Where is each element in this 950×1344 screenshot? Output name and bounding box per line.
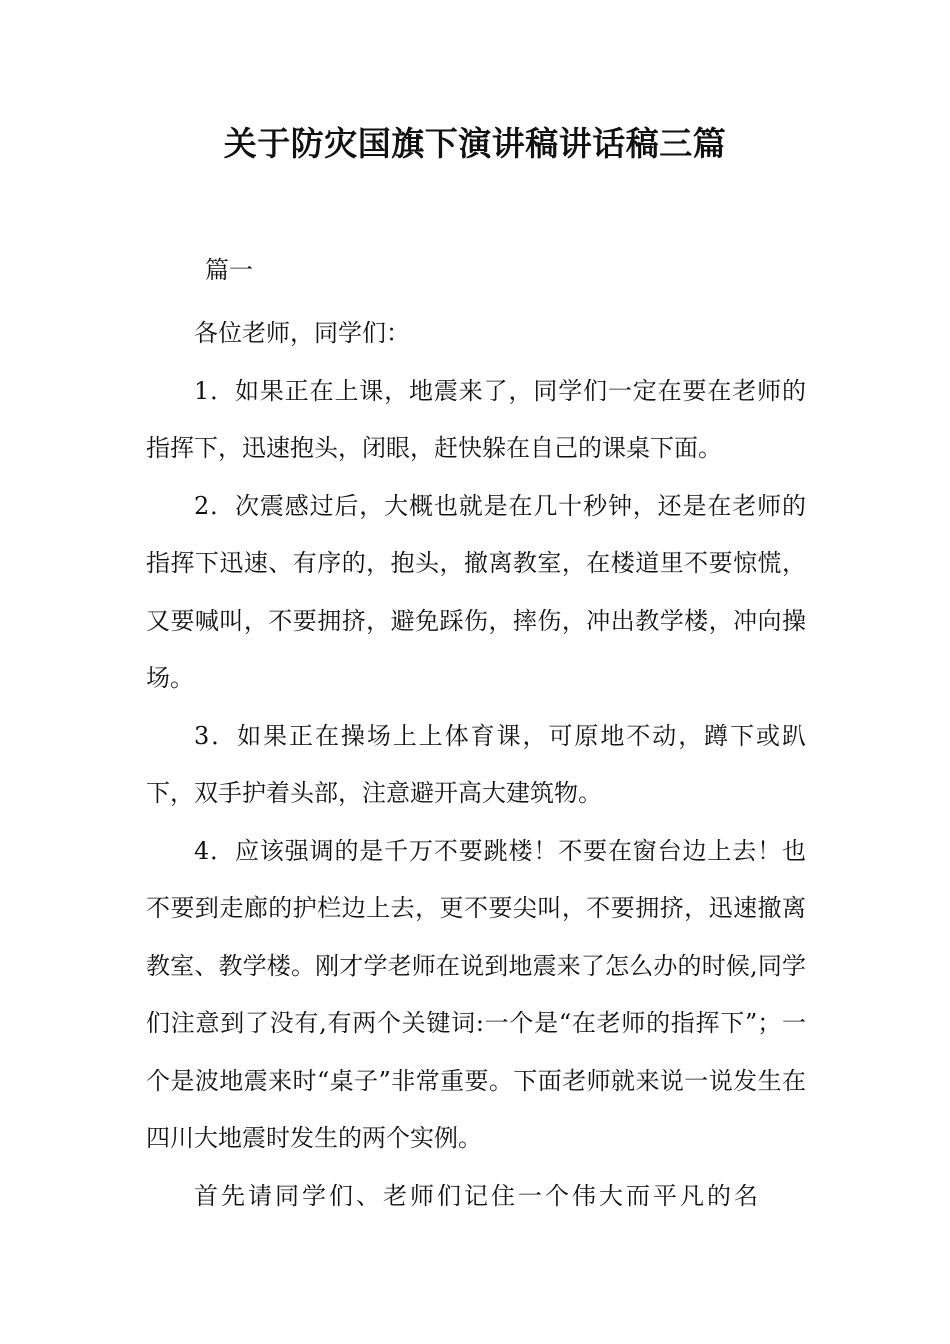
section-heading: 篇一 <box>205 256 253 284</box>
paragraph-item-1: 1．如果正在上课，地震来了，同学们一定在要在老师的指挥下，迅速抱头，闭眼，赶快躲在自己的课桌下面。 <box>146 376 806 462</box>
paragraph-item-4: 4．应该强调的是千万不要跳楼！不要在窗台边上去！也不要到走廊的护栏边上去，更不要尖叫，不要拥挤，迅速撤离教室、教学楼。刚才学老师在说到地震来了怎么办的时候,同学们注意到了没有,有两个关键词:一个是“在老师的指挥下”；一个是波地震来时“桌子”非常重要。下面老师就来说一说发生在四川大地震时发生的两个实例。 <box>146 836 806 1152</box>
paragraph-item-2: 2．次震感过后，大概也就是在几十秒钟，还是在老师的指挥下迅速、有序的，抱头，撤离教室，在楼道里不要惊慌，又要喊叫，不要拥挤，避免踩伤，摔伤，冲出教学楼，冲向操场。 <box>146 491 806 692</box>
paragraph-greeting: 各位老师，同学们： <box>194 319 410 347</box>
document-title: 关于防灾国旗下演讲稿讲话稿三篇 <box>223 124 727 163</box>
paragraph-closing: 首先请同学们、老师们记住一个伟大而平凡的名 <box>194 1181 761 1210</box>
document-body <box>146 305 806 1225</box>
paragraph-item-3: 3．如果正在操场上上体育课，可原地不动，蹲下或趴下，双手护着头部，注意避开高大建筑物。 <box>146 721 806 807</box>
